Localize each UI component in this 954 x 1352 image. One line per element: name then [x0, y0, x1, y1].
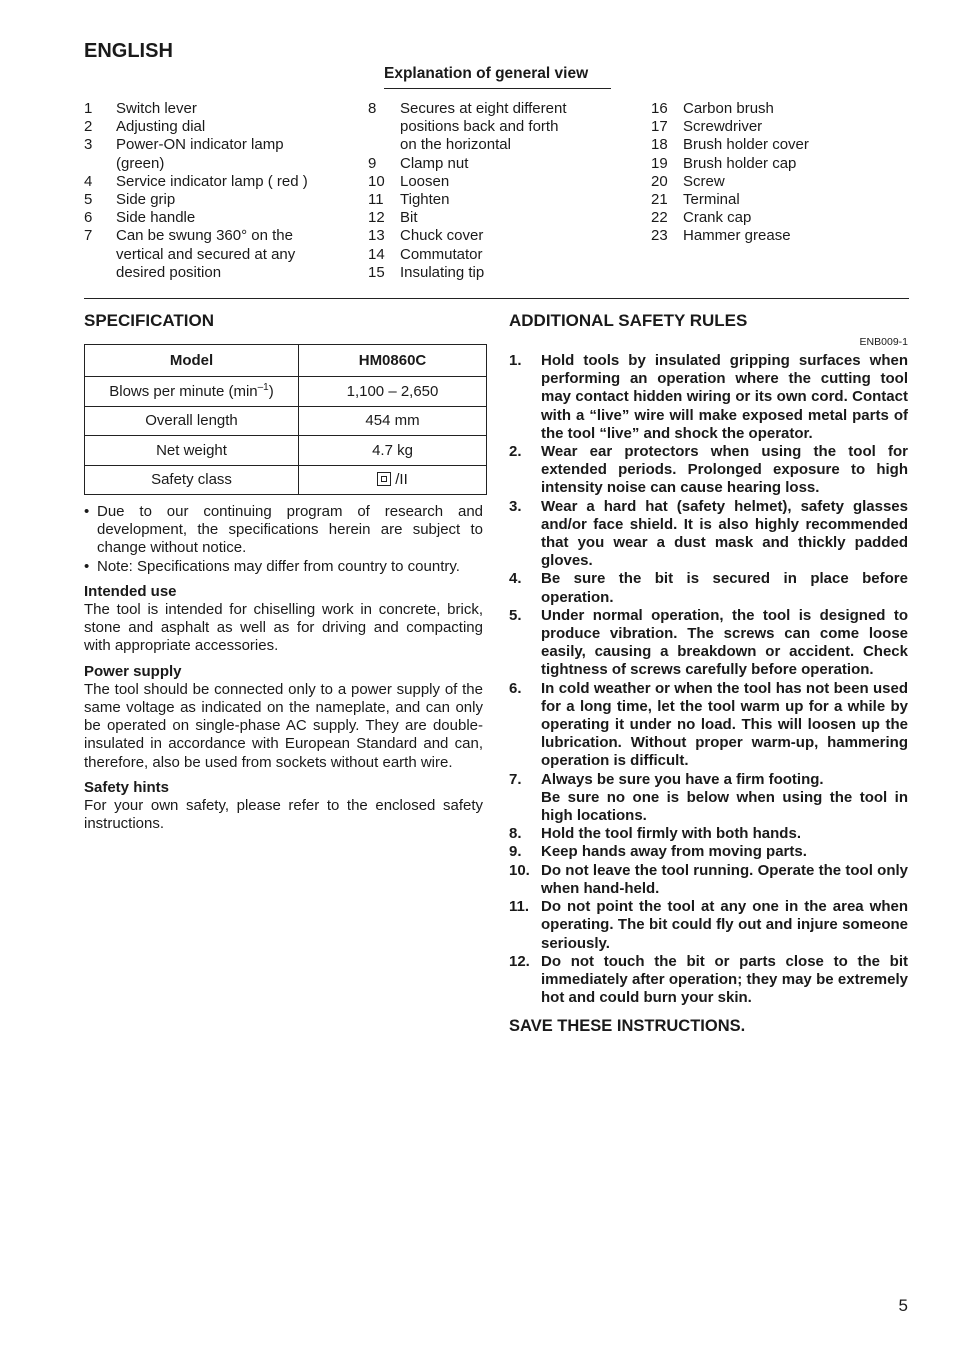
rule-number: 10.	[509, 861, 530, 879]
table-header-cell: HM0860C	[299, 345, 487, 377]
rule-number: 9.	[509, 843, 522, 861]
part-label-line: Chuck cover	[400, 227, 484, 245]
table-cell: 1,100 – 2,650	[299, 377, 487, 407]
rule-line: Wear a hard hat (safety helmet), safety glasses and/or face shield. It is also highly recommended that you wear a dust mask and thickly padded gloves.	[541, 497, 908, 570]
bullet: •	[84, 557, 90, 575]
part-number: 20	[651, 172, 668, 190]
part-label-line: Service indicator lamp ( red )	[116, 172, 308, 190]
part-item	[651, 191, 911, 209]
part-number: 7	[84, 227, 93, 245]
part-item	[368, 209, 628, 227]
part-label-line: Adjusting dial	[116, 118, 206, 136]
part-number: 11	[368, 191, 384, 209]
part-item	[368, 264, 628, 282]
save-instructions: SAVE THESE INSTRUCTIONS.	[509, 1017, 746, 1035]
rule-line: Be sure no one is below when using the tool in high locations.	[541, 788, 908, 825]
part-item	[368, 173, 628, 191]
safety-rule-item	[509, 607, 908, 680]
rule-line: Keep hands away from moving parts.	[541, 843, 807, 861]
part-item	[651, 100, 911, 118]
safety-rule-item	[509, 953, 908, 1008]
part-label-line: Loosen	[400, 172, 450, 190]
intended-use-text: The tool is intended for chiselling work in concrete, brick, stone and asphalt as well as for driving and compacting with appropriate accessories.	[84, 601, 483, 655]
part-item	[651, 173, 911, 191]
part-number: 16	[651, 100, 668, 117]
table-header-row	[85, 345, 487, 377]
cell-text: )	[268, 383, 274, 401]
table-row	[85, 436, 487, 466]
part-item	[84, 191, 344, 209]
part-label-line: vertical and secured at any	[116, 245, 296, 263]
part-label-line: Secures at eight different	[400, 100, 567, 117]
rule-text	[541, 498, 908, 571]
document-code: ENB009-1	[859, 336, 908, 348]
bullet: •	[84, 503, 90, 520]
page-number: 5	[898, 1296, 908, 1315]
rule-text	[541, 443, 908, 498]
part-label	[683, 155, 796, 173]
rule-text	[541, 862, 908, 898]
part-label	[116, 191, 175, 209]
rule-text	[541, 843, 908, 861]
rule-line: Hold tools by insulated gripping surfaces when performing an operation where the cutting tool may contact hidden wiring or its own cord. Contact with a “live” wire will make exposed metal parts of the tool “live” and shock the operator.	[541, 352, 908, 442]
rule-text	[541, 898, 908, 953]
rule-number: 11.	[509, 898, 530, 916]
part-number: 22	[651, 209, 668, 227]
part-label	[116, 173, 308, 191]
part-label	[400, 173, 449, 191]
rule-number: 4.	[509, 570, 522, 588]
part-label-line: Crank cap	[683, 209, 752, 227]
table-cell: Safety class	[85, 465, 299, 495]
part-number: 3	[84, 136, 93, 154]
table-cell	[299, 465, 487, 495]
specification-table	[84, 344, 487, 495]
part-number: 13	[368, 227, 385, 245]
rule-text	[541, 680, 908, 771]
part-label	[683, 100, 774, 118]
part-label	[400, 191, 449, 209]
part-label-line: Screw	[683, 172, 725, 190]
part-label	[683, 118, 762, 136]
list-item	[84, 503, 483, 558]
part-number: 19	[651, 154, 668, 172]
part-number: 4	[84, 172, 93, 190]
table-cell: 4.7 kg	[299, 436, 487, 466]
part-number: 17	[651, 118, 668, 136]
safety-rule-item	[509, 680, 908, 771]
safety-rules-list	[509, 352, 908, 1007]
rule-number: 8.	[509, 825, 522, 843]
part-label	[683, 173, 725, 191]
part-label-line: Insulating tip	[400, 263, 485, 281]
note-text: Due to our continuing program of research and development, the specifications herein are subject to change without notice.	[97, 503, 483, 557]
part-number: 2	[84, 118, 93, 136]
part-label	[116, 136, 284, 172]
part-number: 1	[84, 100, 93, 117]
rule-text	[541, 607, 908, 680]
part-number: 23	[651, 227, 668, 245]
safety-rule-item	[509, 570, 908, 606]
part-label	[683, 191, 740, 209]
parts-list-col3	[651, 100, 911, 246]
part-label-line: Terminal	[683, 191, 740, 209]
safety-hints-text: For your own safety, please refer to the enclosed safety instructions.	[84, 797, 483, 833]
note-text: Note: Specifications may differ from country to country.	[97, 557, 460, 575]
part-number: 12	[368, 209, 385, 227]
part-label-line: Can be swung 360° on the	[116, 227, 293, 245]
table-row	[85, 406, 487, 436]
part-label-line: Side grip	[116, 191, 176, 209]
safety-rule-item	[509, 352, 908, 443]
table-header-cell: Model	[85, 345, 299, 377]
part-label	[116, 209, 195, 227]
table-row	[85, 377, 487, 407]
part-label-line: Commutator	[400, 245, 483, 263]
safety-rule-item	[509, 862, 908, 898]
rule-number: 2.	[509, 443, 522, 461]
rule-number: 6.	[509, 679, 522, 697]
part-label	[400, 209, 418, 227]
part-label	[400, 246, 483, 264]
parts-list-col1	[84, 100, 344, 282]
rule-line: Be sure the bit is secured in place before operation.	[541, 570, 908, 606]
rule-line: Do not point the tool at any one in the area when operating. The bit could fly out and injure someone seriously.	[541, 898, 908, 952]
safety-rule-item	[509, 498, 908, 571]
part-label-line: Hammer grease	[683, 227, 791, 245]
table-cell: Net weight	[85, 436, 299, 466]
safety-rule-item	[509, 843, 908, 861]
part-item	[651, 209, 911, 227]
part-label-line: Screwdriver	[683, 118, 763, 136]
rule-text	[541, 825, 908, 843]
part-label-line: Brush holder cap	[683, 154, 797, 172]
part-label	[116, 118, 205, 136]
power-supply-heading: Power supply	[84, 662, 182, 680]
specification-body	[84, 503, 483, 833]
rule-line: Do not leave the tool running. Operate the tool only when hand-held.	[541, 861, 908, 897]
rule-number: 12.	[509, 952, 530, 970]
part-label-line: desired position	[116, 263, 222, 281]
part-number: 18	[651, 136, 668, 154]
general-view-title: Explanation of general view	[384, 65, 611, 89]
rule-line: Wear ear protectors when using the tool for extended periods. Prolonged exposure to high intensity noise can cause hearing loss.	[541, 443, 908, 497]
part-label-line: Tighten	[400, 191, 450, 209]
part-label	[116, 227, 295, 282]
part-label-line: positions back and forth	[400, 118, 559, 136]
part-label-line: Power-ON indicator lamp	[116, 136, 284, 154]
part-label-line: Switch lever	[116, 100, 197, 117]
rule-text	[541, 352, 908, 443]
part-label-line: on the horizontal	[400, 136, 511, 154]
language-heading: ENGLISH	[84, 40, 173, 62]
table-cell: 454 mm	[299, 406, 487, 436]
part-item	[368, 191, 628, 209]
part-label-line: (green)	[116, 154, 165, 172]
part-item	[84, 100, 344, 118]
part-number: 8	[368, 100, 377, 117]
part-label-line: Side handle	[116, 209, 196, 227]
part-label	[400, 227, 483, 245]
table-row	[85, 465, 487, 495]
part-number: 14	[368, 245, 385, 263]
rule-number: 3.	[509, 497, 522, 515]
part-item	[368, 246, 628, 264]
part-label-line: Clamp nut	[400, 154, 469, 172]
table-cell: Overall length	[85, 406, 299, 436]
cell-text: Blows per minute (min	[109, 383, 258, 401]
part-item	[84, 136, 344, 172]
superscript: –1	[257, 382, 269, 394]
section-divider	[84, 298, 909, 299]
part-label	[683, 209, 751, 227]
part-label	[683, 136, 809, 154]
part-item	[84, 118, 344, 136]
part-item	[84, 209, 344, 227]
part-item	[84, 227, 344, 282]
specification-heading: SPECIFICATION	[84, 311, 215, 330]
safety-hints-heading: Safety hints	[84, 778, 170, 796]
rule-text	[541, 771, 908, 826]
rule-number: 5.	[509, 606, 522, 624]
list-item	[84, 558, 483, 576]
safety-rule-item	[509, 443, 908, 498]
rule-line: Hold the tool firmly with both hands.	[541, 825, 801, 843]
part-item	[651, 155, 911, 173]
part-number: 15	[368, 263, 385, 281]
part-item	[368, 100, 628, 155]
part-item	[368, 155, 628, 173]
part-item	[651, 136, 911, 154]
part-label	[400, 264, 484, 282]
part-label-line: Bit	[400, 209, 418, 227]
part-label	[116, 100, 197, 118]
part-label	[400, 100, 567, 155]
part-item	[84, 173, 344, 191]
rule-line: In cold weather or when the tool has not been used for a long time, let the tool warm up for a while by operating it under no load. This will loosen up the lubrication. Without proper warm-up, hammering operation is difficult.	[541, 679, 908, 770]
part-label-line: Carbon brush	[683, 100, 774, 117]
part-number: 9	[368, 154, 377, 172]
part-number: 6	[84, 209, 93, 227]
double-insulation-icon	[377, 472, 391, 486]
safety-rule-item	[509, 898, 908, 953]
part-item	[651, 118, 911, 136]
part-number: 10	[368, 172, 385, 190]
part-label-line: Brush holder cover	[683, 136, 809, 154]
table-cell	[85, 377, 299, 407]
safety-rule-item	[509, 825, 908, 843]
rule-number: 7.	[509, 770, 522, 788]
parts-list-col2	[368, 100, 628, 282]
part-item	[368, 227, 628, 245]
rule-number: 1.	[509, 352, 522, 369]
spec-notes	[84, 503, 483, 576]
rule-text	[541, 570, 908, 606]
intended-use-heading: Intended use	[84, 582, 177, 600]
part-item	[651, 227, 911, 245]
rule-text	[541, 953, 908, 1008]
rule-line: Do not touch the bit or parts close to the bit immediately after operation; they may be extremely hot and could burn your skin.	[541, 952, 908, 1007]
rule-line: Always be sure you have a firm footing.	[541, 770, 824, 788]
safety-rules-heading: ADDITIONAL SAFETY RULES	[509, 311, 748, 330]
safety-rule-item	[509, 771, 908, 826]
part-number: 21	[651, 191, 668, 209]
part-number: 5	[84, 191, 93, 209]
part-label	[683, 227, 791, 245]
cell-text: /II	[395, 471, 408, 489]
rule-line: Under normal operation, the tool is designed to produce vibration. The screws can come loose easily, causing a breakdown or accident. Check tightness of screws carefully before operation.	[541, 606, 908, 679]
part-label	[400, 155, 468, 173]
power-supply-text: The tool should be connected only to a power supply of the same voltage as indicated on the nameplate, and can only be operated on single-phase AC supply. They are double-insulated in accordance with European Standard and can, therefore, also be used from sockets without earth wire.	[84, 680, 483, 771]
